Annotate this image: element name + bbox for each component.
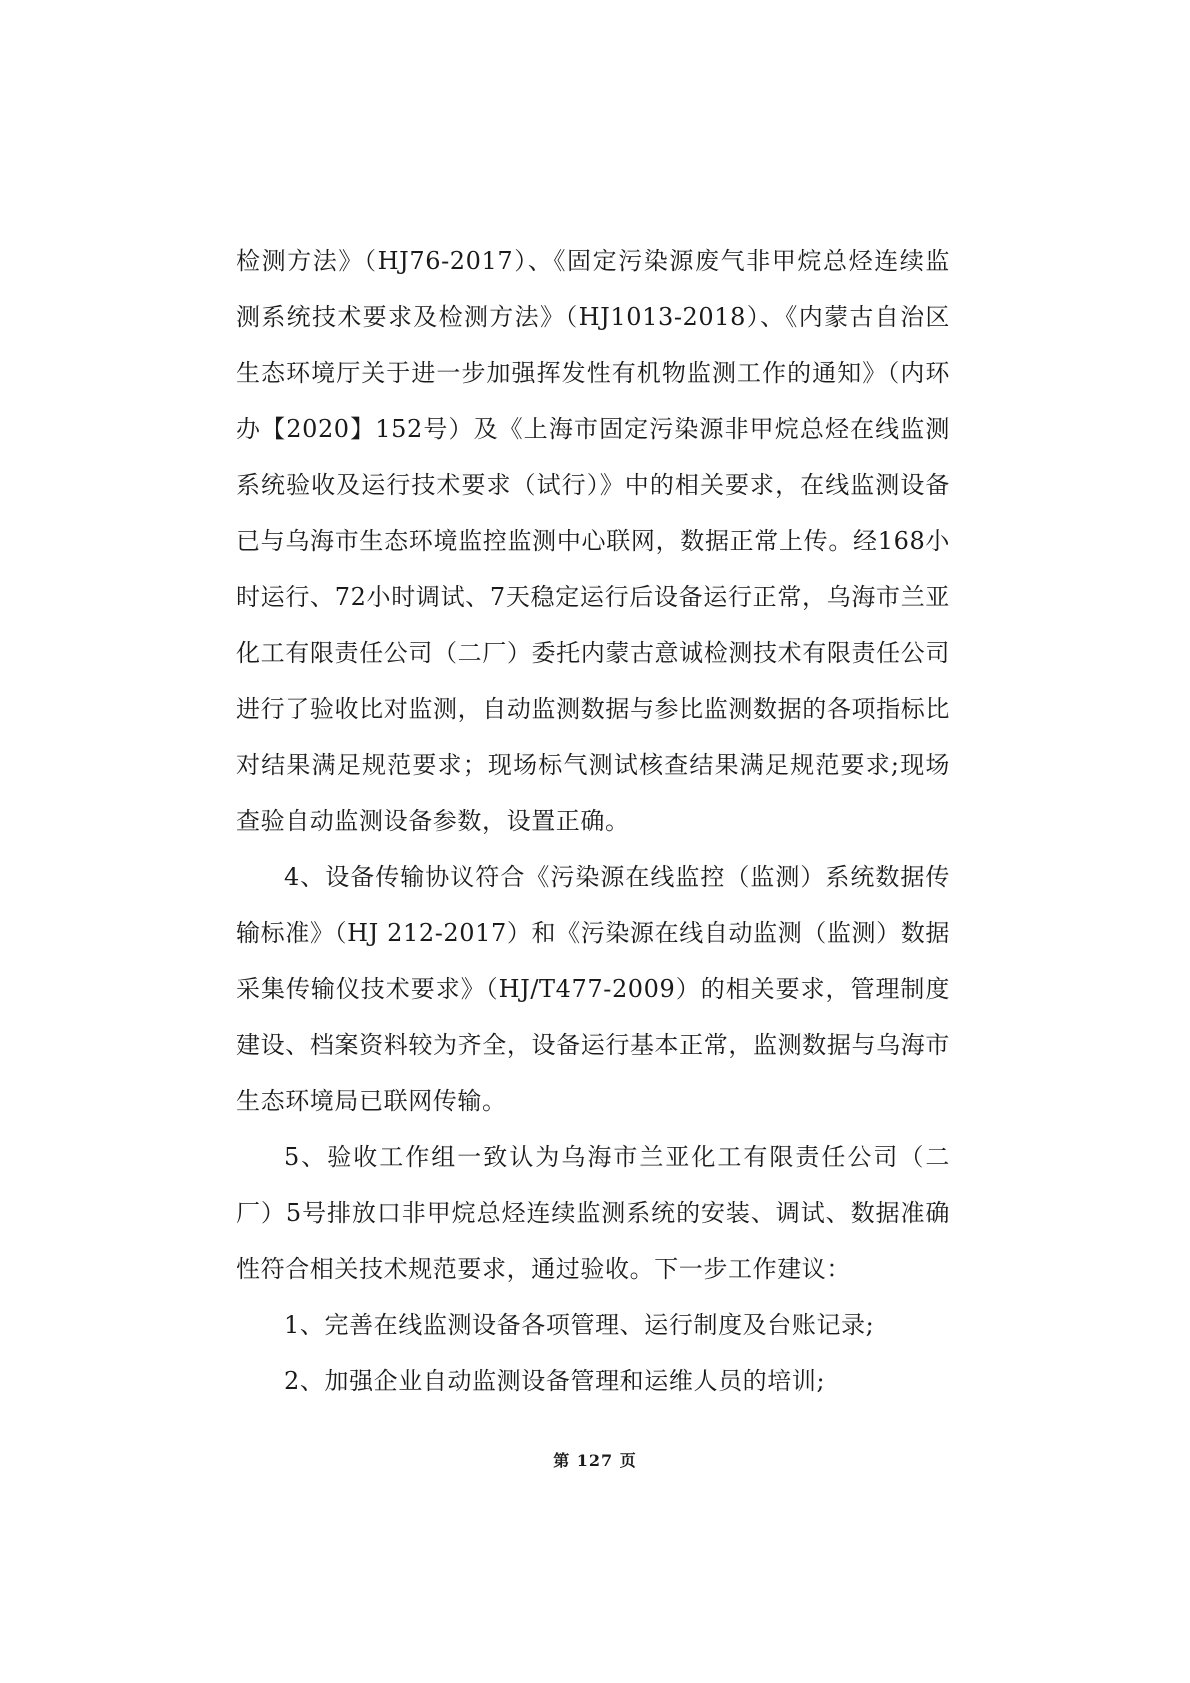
body-text <box>236 233 950 1409</box>
paragraph-item-4: 4、设备传输协议符合《污染源在线监控（监测）系统数据传输标准》（HJ 212-2017）和《污染源在线自动监测（监测）数据采集传输仪技术要求》（HJ/T477-2009）的相关要求，管理制度建设、档案资料较为齐全，设备运行基本正常，监测数据与乌海市生态环境局已联网传输。 <box>236 863 950 1115</box>
paragraph-continued: 检测方法》（HJ76-2017）、《固定污染源废气非甲烷总烃连续监测系统技术要求及检测方法》（HJ1013-2018）、《内蒙古自治区生态环境厅关于进一步加强挥发性有机物监测工作的通知》（内环办【2020】152号）及《上海市固定污染源非甲烷总烃在线监测系统验收及运行技术要求（试行）》中的相关要求，在线监测设备已与乌海市生态环境监控监测中心联网，数据正常上传。经168小时运行、72小时调试、7天稳定运行后设备运行正常，乌海市兰亚化工有限责任公司（二厂）委托内蒙古意诚检测技术有限责任公司进行了验收比对监测，自动监测数据与参比监测数据的各项指标比对结果满足规范要求；现场标气测试核查结果满足规范要求;现场查验自动监测设备参数，设置正确。 <box>236 247 950 835</box>
suggestion-item-1: 1、完善在线监测设备各项管理、运行制度及台账记录; <box>284 1311 875 1339</box>
paragraph-item-5: 5、验收工作组一致认为乌海市兰亚化工有限责任公司（二厂）5号排放口非甲烷总烃连续监测系统的安装、调试、数据准确性符合相关技术规范要求，通过验收。下一步工作建议： <box>236 1143 950 1283</box>
page-number: 第 127 页 <box>553 1451 637 1470</box>
suggestion-item-2: 2、加强企业自动监测设备管理和运维人员的培训; <box>284 1367 826 1395</box>
